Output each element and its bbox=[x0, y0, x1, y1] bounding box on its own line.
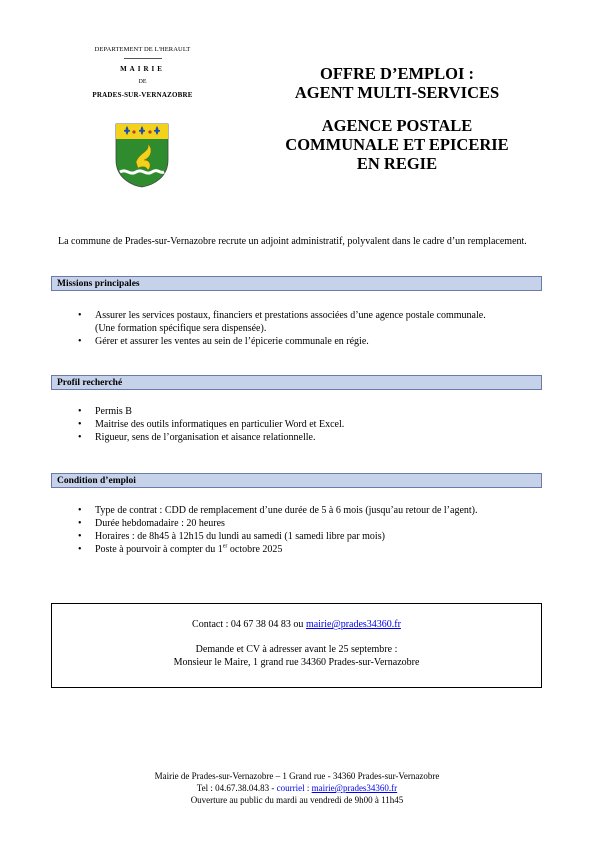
list-item: • Horaires : de 8h45 à 12h15 du lundi au samedi (1 samedi libre par mois) bbox=[78, 530, 538, 543]
contact-line bbox=[52, 618, 541, 631]
profil-list bbox=[78, 405, 518, 444]
coat-of-arms-icon bbox=[114, 122, 170, 188]
list-item bbox=[78, 543, 538, 556]
footer-tel: Tel : 04.67.38.04.83 - bbox=[196, 783, 277, 793]
section-heading-profil: Profil recherché bbox=[51, 375, 542, 390]
list-item: • Durée hebdomadaire : 20 heures bbox=[78, 517, 538, 530]
ordinal-sup: er bbox=[222, 543, 228, 550]
start-date-suffix: octobre 2025 bbox=[227, 544, 283, 555]
mairie-label: MAIRIE bbox=[120, 65, 165, 73]
footer bbox=[60, 770, 534, 806]
de-label: DE bbox=[138, 79, 147, 85]
footer-email-link[interactable]: mairie@prades34360.fr bbox=[311, 783, 398, 793]
apply-deadline: Demande et CV à adresser avant le 25 septembre : bbox=[195, 644, 398, 655]
title-line: COMMUNALE ET EPICERIE bbox=[285, 135, 509, 154]
contact-email-link[interactable]: mairie@prades34360.fr bbox=[305, 619, 401, 630]
intro-paragraph: La commune de Prades-sur-Vernazobre recrute un adjoint administratif, polyvalent dans le cadre d’un remplacement. bbox=[58, 236, 527, 247]
town-label: PRADES-SUR-VERNAZOBRE bbox=[92, 91, 193, 99]
offer-title bbox=[252, 64, 542, 173]
list-item: • Assurer les services postaux, financiers et prestations associées d’une agence postale communale. (Une formation spécifique sera dispensée). bbox=[78, 309, 498, 335]
footer-address: Mairie de Prades-sur-Vernazobre – 1 Grand rue - 34360 Prades-sur-Vernazobre bbox=[154, 771, 440, 781]
contact-prefix: Contact : 04 67 38 04 83 ou bbox=[192, 619, 306, 630]
footer-courriel-label: courriel : bbox=[276, 783, 312, 793]
list-item: • Type de contrat : CDD de remplacement d’une durée de 5 à 6 mois (jusqu’au retour de l’agent). bbox=[78, 504, 538, 517]
title-line: EN REGIE bbox=[356, 154, 438, 173]
divider bbox=[124, 58, 162, 59]
title-line: AGENT MULTI-SERVICES bbox=[294, 83, 500, 102]
contact-box bbox=[51, 603, 542, 688]
section-heading-conditions: Condition d’emploi bbox=[51, 473, 542, 488]
start-date-prefix: Poste à pourvoir à compter du 1 bbox=[95, 544, 223, 555]
footer-hours: Ouverture au public du mardi au vendredi de 9h00 à 11h45 bbox=[190, 795, 404, 805]
list-item: • Rigueur, sens de l’organisation et aisance relationnelle. bbox=[78, 431, 518, 444]
title-line: OFFRE D’EMPLOI : bbox=[320, 64, 474, 83]
section-heading-missions: Missions principales bbox=[51, 276, 542, 291]
missions-list bbox=[78, 309, 498, 348]
list-item: • Gérer et assurer les ventes au sein de l’épicerie communale en régie. bbox=[78, 335, 498, 348]
footer-contact bbox=[60, 782, 534, 794]
title-line: AGENCE POSTALE bbox=[321, 116, 473, 135]
conditions-list bbox=[78, 504, 538, 556]
department-label: DEPARTEMENT DE L'HERAULT bbox=[94, 46, 191, 53]
list-item: • Maitrise des outils informatiques en particulier Word et Excel. bbox=[78, 418, 518, 431]
letterhead bbox=[60, 46, 225, 99]
list-item: • Permis B bbox=[78, 405, 518, 418]
apply-address: Monsieur le Maire, 1 grand rue 34360 Prades-sur-Vernazobre bbox=[173, 657, 420, 668]
